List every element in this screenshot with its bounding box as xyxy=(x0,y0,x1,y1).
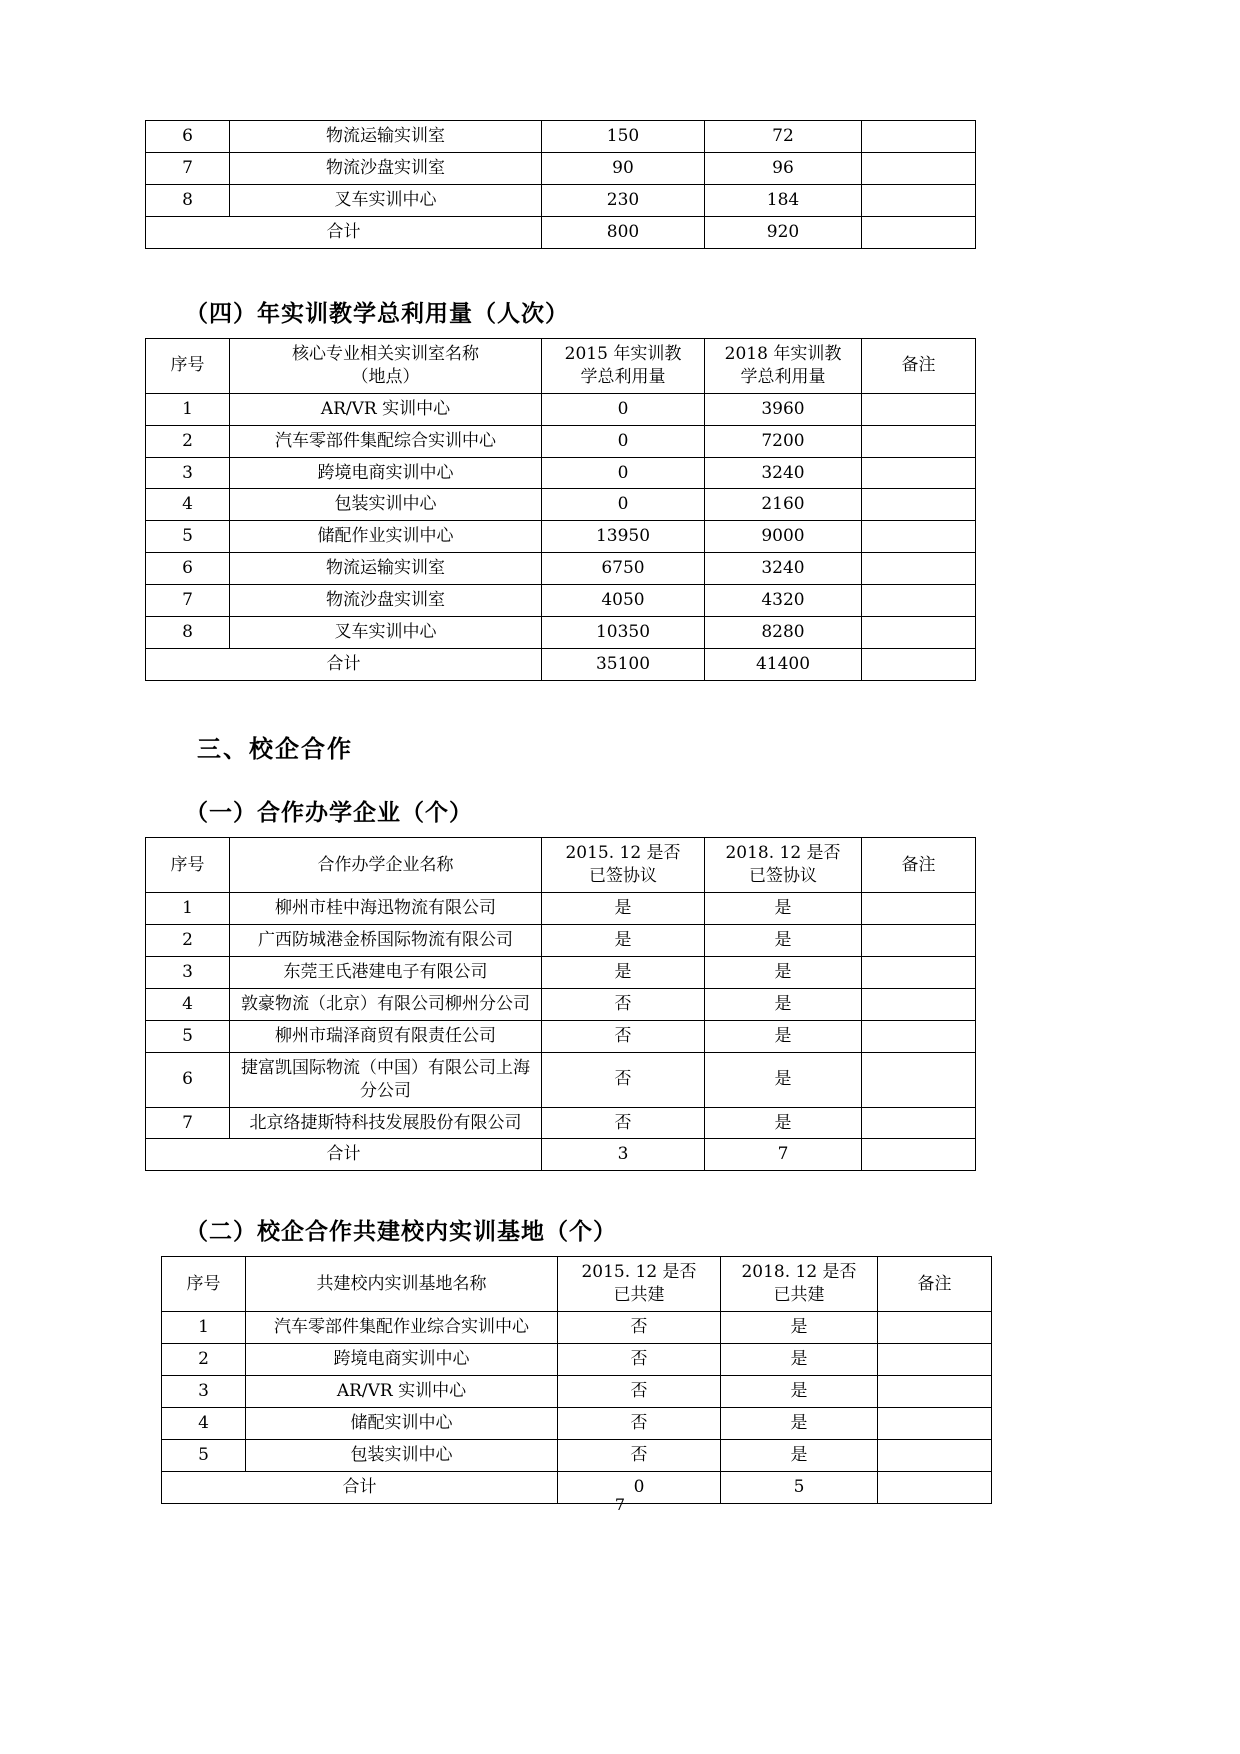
cell-note xyxy=(862,585,976,617)
table-row xyxy=(146,152,976,184)
cell-value-2015: 0 xyxy=(542,425,705,457)
cell-value-2018: 8280 xyxy=(705,617,862,649)
cell-note xyxy=(878,1440,992,1472)
cell-value-2015: 0 xyxy=(542,489,705,521)
table-total-row xyxy=(146,649,976,681)
cell-value-2015: 是 xyxy=(542,956,705,988)
cell-note xyxy=(862,425,976,457)
cell-name: 物流沙盘实训室 xyxy=(230,152,542,184)
cell-value-2018: 7200 xyxy=(705,425,862,457)
cell-name: 叉车实训中心 xyxy=(230,617,542,649)
cell-value-2018: 96 xyxy=(705,152,862,184)
cell-value-2015: 150 xyxy=(542,121,705,153)
cell-total-2015: 0 xyxy=(558,1471,721,1503)
header-2015-line2: 学总利用量 xyxy=(580,366,666,387)
cell-name: 跨境电商实训中心 xyxy=(246,1344,558,1376)
cell-no: 5 xyxy=(162,1440,246,1472)
cell-value-2018: 3240 xyxy=(705,553,862,585)
cell-value-2015: 否 xyxy=(558,1408,721,1440)
cell-note xyxy=(862,1107,976,1139)
cell-no: 6 xyxy=(146,553,230,585)
table-row xyxy=(146,184,976,216)
cell-value-2018: 9000 xyxy=(705,521,862,553)
header-2015-line1: 2015 年实训教 xyxy=(564,343,682,364)
cell-no: 8 xyxy=(146,184,230,216)
cell-name: 储配作业实训中心 xyxy=(230,521,542,553)
cell-note xyxy=(862,152,976,184)
cell-value-2015: 否 xyxy=(542,1020,705,1052)
header-name-line2: （地点） xyxy=(351,366,420,387)
cell-name: 汽车零部件集配综合实训中心 xyxy=(230,425,542,457)
table-row xyxy=(146,521,976,553)
cell-name: 敦豪物流（北京）有限公司柳州分公司 xyxy=(230,988,542,1020)
cell-name: 北京络捷斯特科技发展股份有限公司 xyxy=(230,1107,542,1139)
cell-note xyxy=(862,956,976,988)
cell-note xyxy=(862,924,976,956)
cell-name: 物流运输实训室 xyxy=(230,121,542,153)
cell-note xyxy=(878,1408,992,1440)
cell-value-2015: 是 xyxy=(542,892,705,924)
table-row xyxy=(162,1408,992,1440)
cell-no: 1 xyxy=(146,892,230,924)
cell-note xyxy=(862,121,976,153)
cell-value-2015: 230 xyxy=(542,184,705,216)
header-2015-line1: 2015. 12 是否 xyxy=(581,1262,697,1283)
cell-value-2018: 是 xyxy=(705,956,862,988)
cell-value-2015: 否 xyxy=(558,1440,721,1472)
cell-name: 储配实训中心 xyxy=(246,1408,558,1440)
cell-name: 东莞王氏港建电子有限公司 xyxy=(230,956,542,988)
cell-value-2015: 否 xyxy=(558,1344,721,1376)
header-2018-line2: 已共建 xyxy=(773,1285,825,1306)
page-number: 7 xyxy=(614,1495,626,1514)
cell-note xyxy=(862,1139,976,1171)
header-2018 xyxy=(705,338,862,393)
page-content xyxy=(145,120,975,1504)
cell-value-2018: 是 xyxy=(721,1344,878,1376)
table-row xyxy=(146,924,976,956)
cell-note xyxy=(862,1052,976,1107)
cell-no: 8 xyxy=(146,617,230,649)
cell-note xyxy=(862,393,976,425)
table-row xyxy=(146,425,976,457)
header-2015 xyxy=(542,838,705,893)
cell-name: 物流沙盘实训室 xyxy=(230,585,542,617)
cell-note xyxy=(862,489,976,521)
cell-name: 捷富凯国际物流（中国）有限公司上海分公司 xyxy=(230,1052,542,1107)
cell-total-2018: 5 xyxy=(721,1471,878,1503)
cell-no: 4 xyxy=(146,988,230,1020)
table-joint-training-bases xyxy=(161,1256,992,1504)
cell-note xyxy=(862,553,976,585)
cell-no: 6 xyxy=(146,121,230,153)
section-title-joint-training-bases: （二）校企合作共建校内实训基地（个） xyxy=(185,1218,617,1246)
cell-value-2018: 3240 xyxy=(705,457,862,489)
table-row xyxy=(146,1020,976,1052)
cell-value-2015: 否 xyxy=(542,1052,705,1107)
header-no: 序号 xyxy=(146,838,230,893)
section-title-four: （四）年实训教学总利用量（人次） xyxy=(185,299,569,327)
cell-total-label: 合计 xyxy=(146,216,542,248)
table-row xyxy=(146,892,976,924)
cell-name: 包装实训中心 xyxy=(230,489,542,521)
cell-value-2018: 2160 xyxy=(705,489,862,521)
cell-no: 6 xyxy=(146,1052,230,1107)
table-row xyxy=(146,1107,976,1139)
section-title-cooperative-enterprises: （一）合作办学企业（个） xyxy=(185,799,473,827)
cell-total-2018: 920 xyxy=(705,216,862,248)
cell-total-2018: 7 xyxy=(705,1139,862,1171)
cell-note xyxy=(862,184,976,216)
cell-value-2018: 是 xyxy=(705,1107,862,1139)
cell-value-2015: 否 xyxy=(542,988,705,1020)
cell-name: 柳州市桂中海迅物流有限公司 xyxy=(230,892,542,924)
cell-name: 物流运输实训室 xyxy=(230,553,542,585)
cell-name: 柳州市瑞泽商贸有限责任公司 xyxy=(230,1020,542,1052)
cell-value-2018: 3960 xyxy=(705,393,862,425)
table-row xyxy=(146,121,976,153)
header-2018-line2: 已签协议 xyxy=(749,866,817,886)
header-2015-line2: 已签协议 xyxy=(589,866,657,886)
table-row xyxy=(162,1344,992,1376)
cell-value-2015: 否 xyxy=(542,1107,705,1139)
table-row xyxy=(146,988,976,1020)
cell-no: 1 xyxy=(162,1312,246,1344)
header-2015 xyxy=(542,338,705,393)
cell-no: 3 xyxy=(146,956,230,988)
cell-value-2018: 72 xyxy=(705,121,862,153)
table-total-row xyxy=(146,1139,976,1171)
cell-note xyxy=(862,1020,976,1052)
cell-no: 7 xyxy=(146,585,230,617)
cell-total-label: 合计 xyxy=(146,649,542,681)
header-no: 序号 xyxy=(146,338,230,393)
header-name-line1: 核心专业相关实训室名称 xyxy=(292,343,479,364)
cell-value-2018: 184 xyxy=(705,184,862,216)
cell-no: 4 xyxy=(146,489,230,521)
cell-no: 5 xyxy=(146,521,230,553)
table-row xyxy=(146,956,976,988)
cell-value-2018: 是 xyxy=(705,892,862,924)
table-row xyxy=(146,1052,976,1107)
cell-note xyxy=(862,988,976,1020)
table-total-row xyxy=(146,216,976,248)
table-annual-training-usage xyxy=(145,338,976,681)
cell-no: 1 xyxy=(146,393,230,425)
cell-no: 5 xyxy=(146,1020,230,1052)
heading-school-enterprise-cooperation: 三、校企合作 xyxy=(197,734,353,764)
cell-no: 2 xyxy=(146,425,230,457)
cell-value-2018: 是 xyxy=(721,1408,878,1440)
cell-value-2018: 是 xyxy=(705,988,862,1020)
table-row xyxy=(146,393,976,425)
cell-value-2015: 否 xyxy=(558,1312,721,1344)
cell-value-2015: 6750 xyxy=(542,553,705,585)
cell-note xyxy=(862,649,976,681)
cell-value-2015: 4050 xyxy=(542,585,705,617)
header-name: 合作办学企业名称 xyxy=(230,838,542,893)
table-header-row xyxy=(146,338,976,393)
header-2018-line2: 学总利用量 xyxy=(740,366,826,387)
header-2018-line1: 2018 年实训教 xyxy=(724,343,842,364)
cell-value-2015: 0 xyxy=(542,457,705,489)
header-name: 共建校内实训基地名称 xyxy=(246,1257,558,1312)
cell-note xyxy=(862,521,976,553)
cell-name: 叉车实训中心 xyxy=(230,184,542,216)
header-no: 序号 xyxy=(162,1257,246,1312)
header-2018-line1: 2018. 12 是否 xyxy=(725,843,841,864)
cell-value-2018: 是 xyxy=(705,1020,862,1052)
cell-value-2018: 是 xyxy=(705,924,862,956)
cell-value-2015: 90 xyxy=(542,152,705,184)
cell-value-2018: 是 xyxy=(721,1312,878,1344)
cell-total-2015: 35100 xyxy=(542,649,705,681)
cell-value-2015: 否 xyxy=(558,1376,721,1408)
cell-value-2015: 0 xyxy=(542,393,705,425)
cell-name: AR/VR 实训中心 xyxy=(246,1376,558,1408)
header-name xyxy=(230,338,542,393)
cell-total-2015: 3 xyxy=(542,1139,705,1171)
cell-no: 2 xyxy=(162,1344,246,1376)
table-row xyxy=(146,617,976,649)
table-row xyxy=(146,585,976,617)
header-2018-line1: 2018. 12 是否 xyxy=(741,1262,857,1283)
cell-note xyxy=(862,457,976,489)
cell-total-2018: 41400 xyxy=(705,649,862,681)
cell-note xyxy=(862,216,976,248)
table-row xyxy=(146,489,976,521)
cell-no: 2 xyxy=(146,924,230,956)
cell-total-2015: 800 xyxy=(542,216,705,248)
header-2018 xyxy=(721,1257,878,1312)
cell-value-2015: 是 xyxy=(542,924,705,956)
header-note: 备注 xyxy=(862,338,976,393)
cell-total-label: 合计 xyxy=(162,1471,558,1503)
header-2015 xyxy=(558,1257,721,1312)
header-2015-line1: 2015. 12 是否 xyxy=(565,843,681,864)
table-header-row xyxy=(146,838,976,893)
table-row xyxy=(162,1312,992,1344)
cell-value-2018: 是 xyxy=(721,1440,878,1472)
cell-name: 跨境电商实训中心 xyxy=(230,457,542,489)
header-note: 备注 xyxy=(862,838,976,893)
cell-value-2018: 是 xyxy=(721,1376,878,1408)
table-row xyxy=(146,553,976,585)
cell-value-2015: 10350 xyxy=(542,617,705,649)
cell-value-2018: 是 xyxy=(705,1052,862,1107)
cell-value-2018: 4320 xyxy=(705,585,862,617)
cell-no: 3 xyxy=(162,1376,246,1408)
cell-no: 7 xyxy=(146,1107,230,1139)
header-2018 xyxy=(705,838,862,893)
table-row xyxy=(162,1376,992,1408)
cell-note xyxy=(878,1376,992,1408)
cell-name: 广西防城港金桥国际物流有限公司 xyxy=(230,924,542,956)
cell-no: 3 xyxy=(146,457,230,489)
table-row xyxy=(146,457,976,489)
cell-note xyxy=(878,1312,992,1344)
cell-note xyxy=(862,617,976,649)
table-cooperative-enterprises xyxy=(145,837,976,1171)
header-2015-line2: 已共建 xyxy=(613,1285,665,1306)
cell-no: 7 xyxy=(146,152,230,184)
table-row xyxy=(162,1440,992,1472)
table-header-row xyxy=(162,1257,992,1312)
cell-name: 包装实训中心 xyxy=(246,1440,558,1472)
cell-name: 汽车零部件集配作业综合实训中心 xyxy=(246,1312,558,1344)
table-continued-usage xyxy=(145,120,976,249)
cell-note xyxy=(878,1344,992,1376)
cell-note xyxy=(862,892,976,924)
cell-no: 4 xyxy=(162,1408,246,1440)
cell-name: AR/VR 实训中心 xyxy=(230,393,542,425)
cell-value-2015: 13950 xyxy=(542,521,705,553)
header-note: 备注 xyxy=(878,1257,992,1312)
cell-total-label: 合计 xyxy=(146,1139,542,1171)
